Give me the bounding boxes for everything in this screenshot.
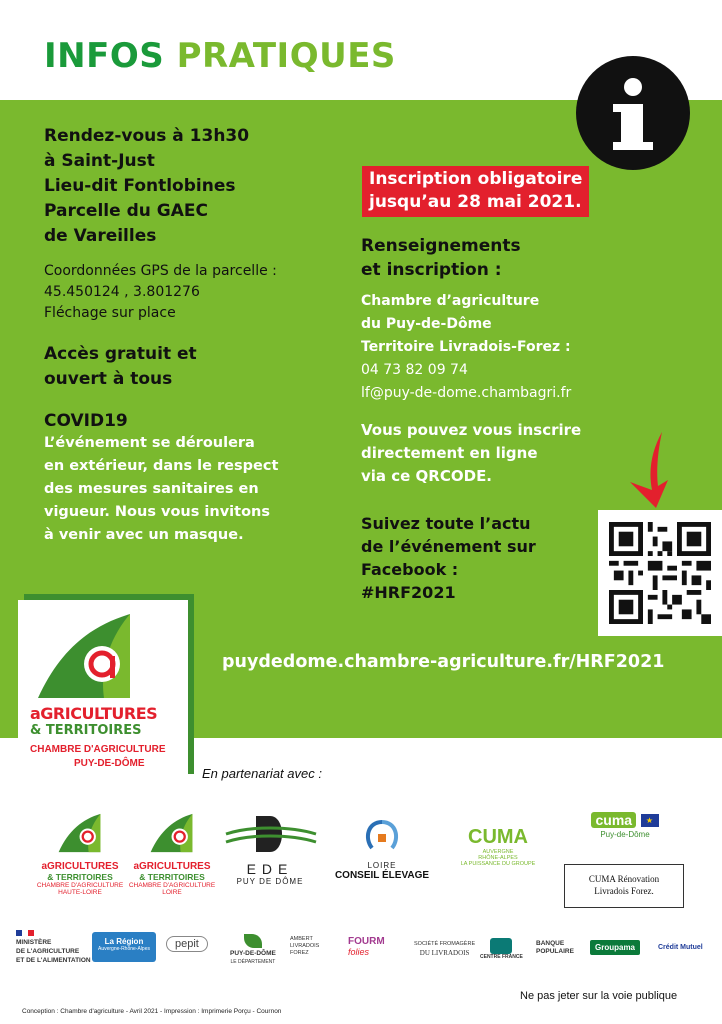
partner-logo-cuma-pdd: cuma ★ Puy-de-Dôme	[570, 812, 680, 839]
partner-logo-haute-loire: aGRICULTURES & TERRITOIRES CHAMBRE D'AGRICULTURE HAUTE-LOIRE	[34, 810, 126, 896]
arrow-icon	[622, 430, 670, 510]
sponsor-pepit: pepit	[166, 936, 208, 952]
agricultures-logo-icon	[147, 810, 197, 856]
sponsor-credit-mutuel: Crédit Mutuel	[658, 944, 703, 951]
sponsor-region: La Région Auvergne-Rhône-Alpes	[92, 932, 156, 962]
partner-logo-ede: EDE PUY DE DÔME	[220, 812, 320, 886]
pdd-leaf-icon	[244, 934, 262, 948]
qr-code[interactable]	[598, 510, 722, 636]
right-column	[361, 234, 661, 488]
republique-flag-icon	[16, 930, 34, 936]
left-column	[44, 124, 354, 547]
page-title	[44, 36, 396, 76]
covid-title: COVID19	[44, 411, 128, 431]
partner-logo-loire-elevage: LOIRE CONSEIL ÉLEVAGE	[334, 818, 430, 881]
phone-number[interactable]: 04 73 82 09 74	[361, 362, 468, 378]
partner-label: En partenariat avec :	[202, 766, 322, 781]
sponsor-ambert: AMBERT LIVRADOIS FOREZ	[290, 936, 320, 956]
info-title: Renseignements et inscription :	[361, 236, 521, 280]
website-link[interactable]: puydedome.chambre-agriculture.fr/HRF2021	[222, 652, 665, 672]
credits-footer: Conception : Chambre d'agriculture - Avril 2021 - Impression : Imprimerie Porçu - Cournon	[22, 1008, 282, 1015]
info-icon	[576, 56, 690, 170]
ede-logo-icon	[220, 812, 320, 856]
sponsor-fourmfolies: FOURM folies	[348, 936, 385, 957]
facebook-info: Suivez toute l’actu de l’événement sur Facebook : #HRF2021	[361, 514, 536, 602]
agricultures-logo-icon	[30, 610, 140, 702]
partner-logo-cuma-aura: CUMA AUVERGNE RHÔNE-ALPES LA PUISSANCE DU GROUPE	[460, 826, 536, 867]
sponsor-societe: SOCIÉTÉ FROMAGÈRE DU LIVRADOIS	[414, 941, 476, 957]
contact-info: Chambre d’agriculture du Puy-de-Dôme Territoire Livradois-Forez : 04 73 82 09 74 lf@puy-de-dome.chambagri.fr	[361, 290, 661, 405]
eu-flag-icon: ★	[641, 814, 659, 827]
online-registration: Vous pouvez vous inscrire directement en ligne via ce QRCODE.	[361, 421, 582, 485]
disposal-notice: Ne pas jeter sur la voie publique	[520, 990, 678, 1002]
qr-code-icon	[609, 522, 711, 624]
main-logo: aGRICULTURES & TERRITOIRES CHAMBRE D'AGRICULTURE PUY-DE-DÔME	[18, 600, 188, 780]
sponsor-credit-agricole: CENTRE FRANCE	[480, 938, 523, 960]
covid-text: L’événement se déroulera en extérieur, dans le respect des mesures sanitaires en vigueur. Nous vous invitons à venir avec un masque.	[44, 435, 279, 543]
meeting-info: Rendez-vous à 13h30 à Saint-Just Lieu-dit Fontlobines Parcelle du GAEC de Vareilles	[44, 126, 250, 246]
partner-cuma-renovation: CUMA Rénovation Livradois Forez.	[564, 864, 684, 908]
loire-elevage-logo-icon	[360, 818, 404, 856]
partner-logo-loire: aGRICULTURES & TERRITOIRES CHAMBRE D'AGRICULTURE LOIRE	[126, 810, 218, 896]
registration-badge: Inscription obligatoire jusqu’au 28 mai 2021.	[362, 166, 589, 217]
ca-logo-icon	[490, 938, 512, 954]
access-info: Accès gratuit et ouvert à tous	[44, 344, 197, 389]
title-word-infos: INFOS	[44, 36, 165, 76]
sponsor-groupama: Groupama	[590, 940, 640, 955]
email-link[interactable]: lf@puy-de-dome.chambagri.fr	[361, 385, 572, 401]
sponsor-ministere: MINISTÈRE DE L'AGRICULTURE ET DE L'ALIMENTATION	[16, 930, 91, 965]
title-word-pratiques: PRATIQUES	[176, 36, 396, 76]
gps-info: Coordonnées GPS de la parcelle : 45.450124 , 3.801276 Fléchage sur place	[44, 263, 277, 321]
sponsor-banque-populaire: BANQUE POPULAIRE	[536, 940, 574, 955]
sponsor-pdd: PUY-DE-DÔME LE DÉPARTEMENT	[230, 934, 276, 966]
agricultures-logo-icon	[55, 810, 105, 856]
